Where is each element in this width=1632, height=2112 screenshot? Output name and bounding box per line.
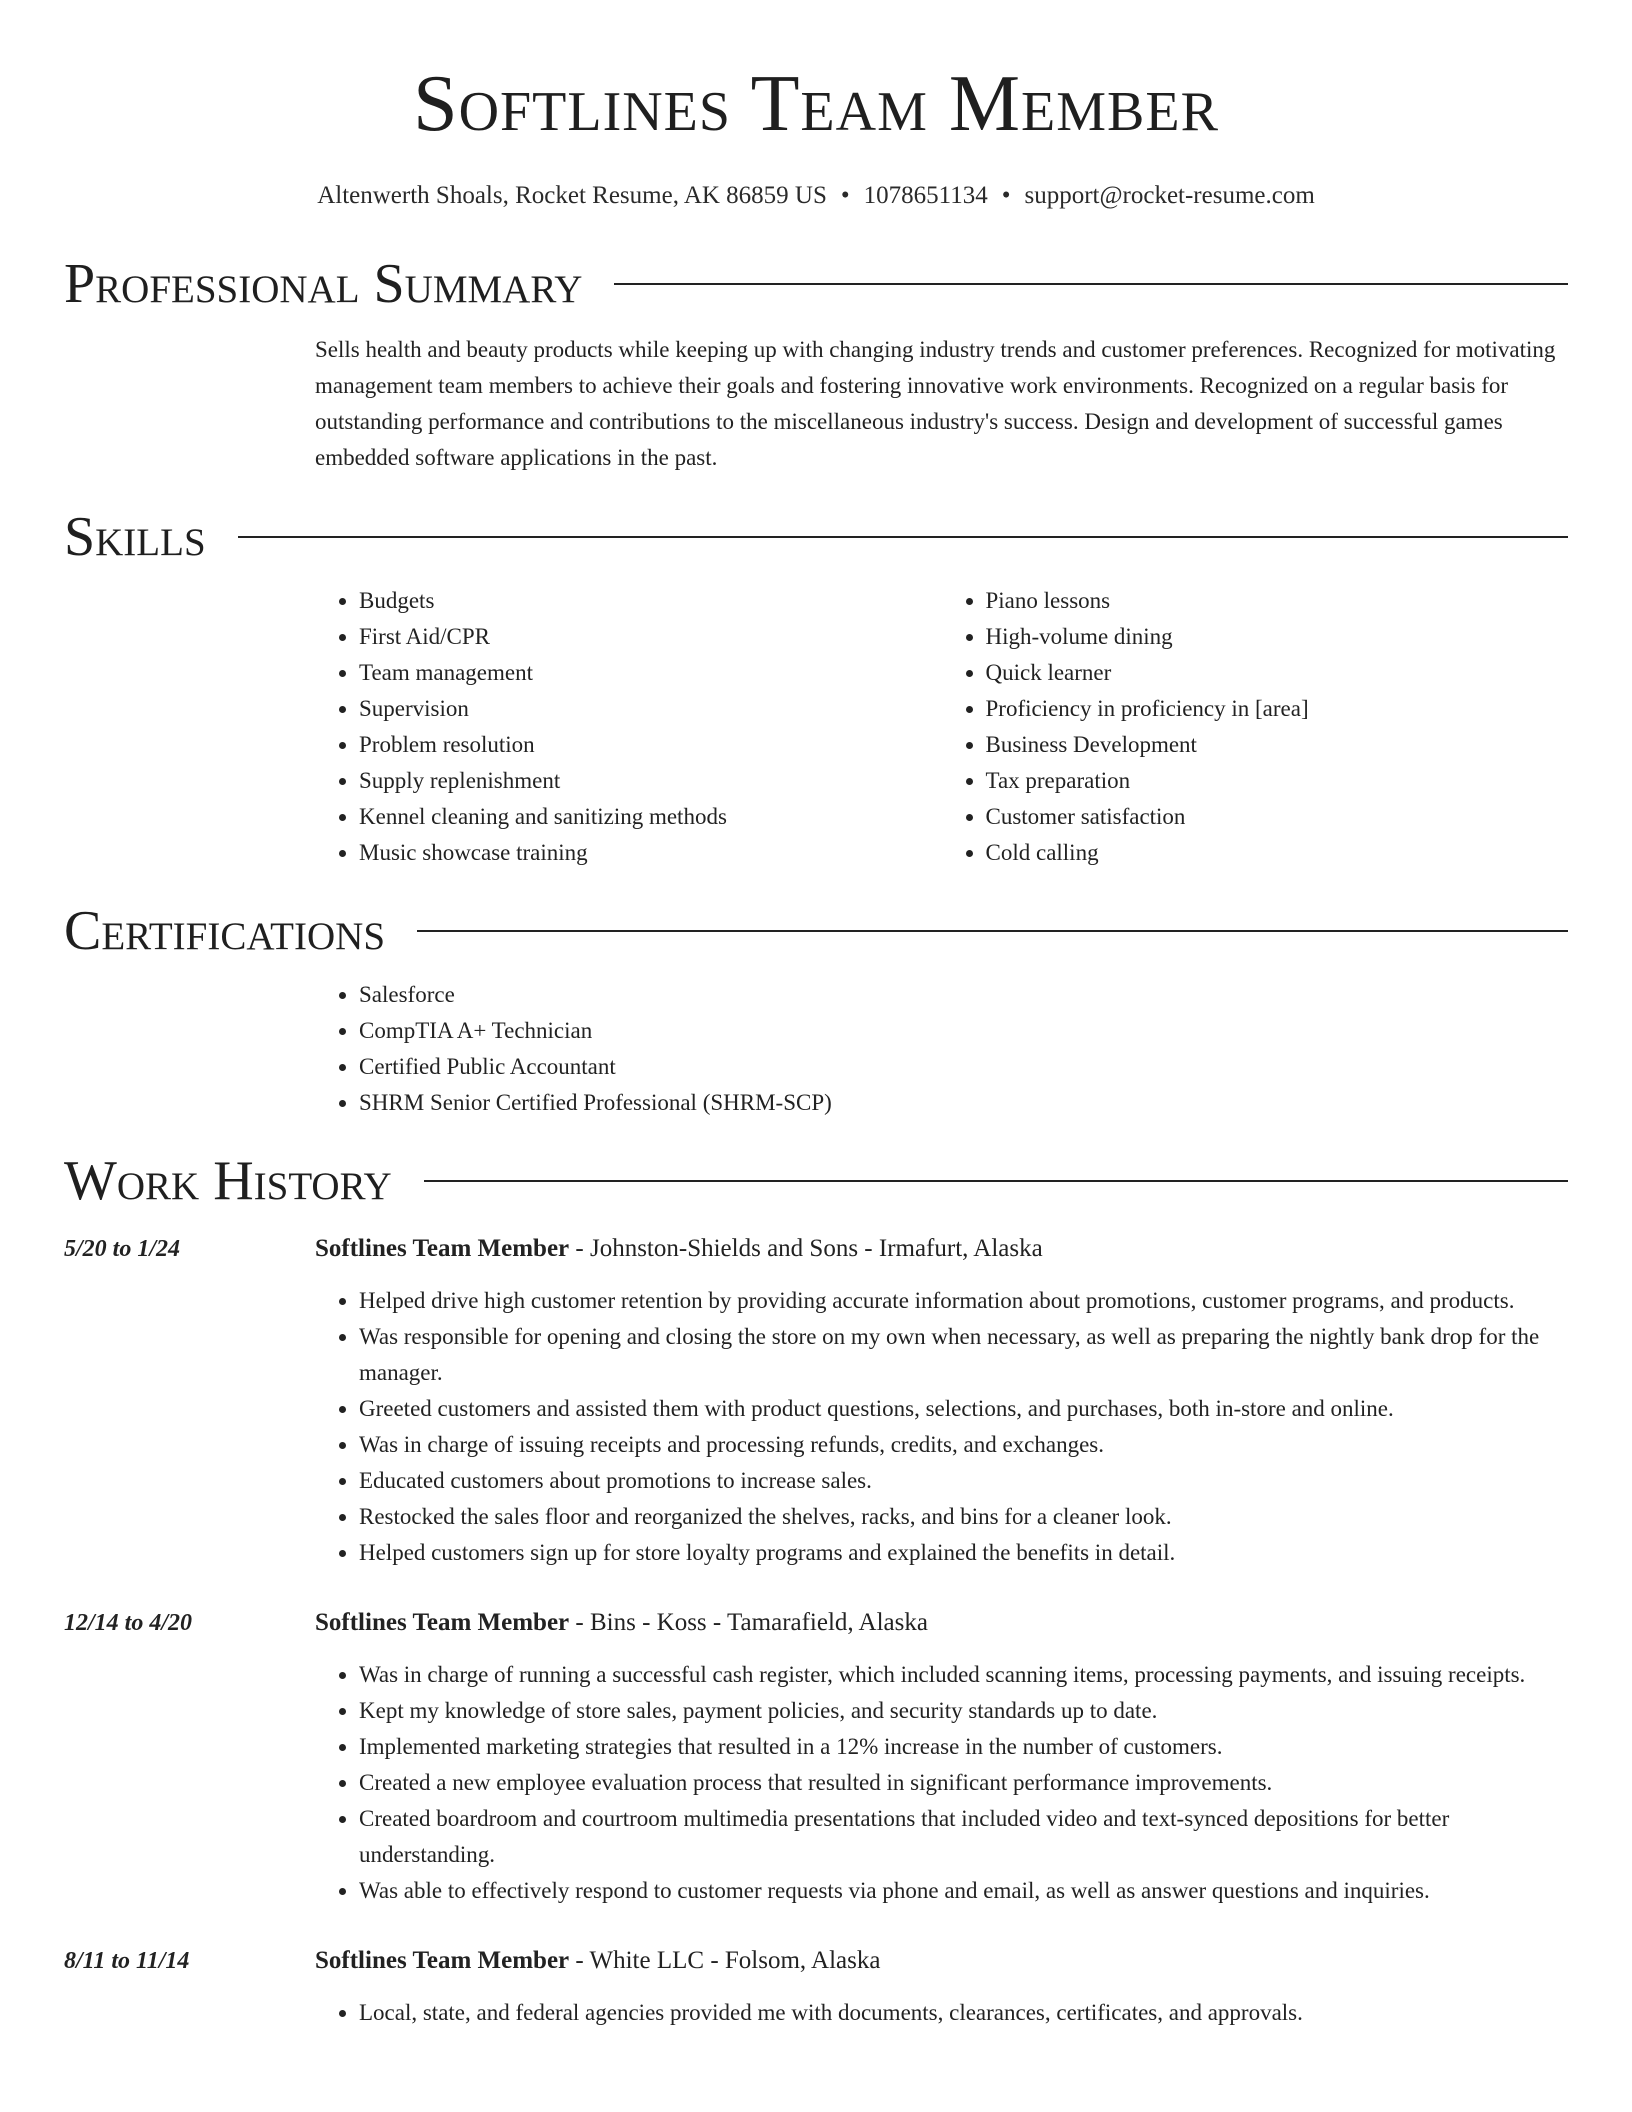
- summary-section-header: [64, 253, 1568, 315]
- list-item: • Greeted customers and assisted them with product questions, selections, and purchases, both in-store and online.: [359, 1391, 1568, 1427]
- job-employer: - White LLC - Folsom, Alaska: [569, 1947, 881, 1974]
- list-item: • First Aid/CPR: [359, 619, 942, 655]
- list-item: • Cold calling: [986, 835, 1569, 871]
- job-entry: [64, 1943, 1568, 2031]
- list-item: • Kennel cleaning and sanitizing methods: [359, 799, 942, 835]
- list-item: • Piano lessons: [986, 583, 1569, 619]
- list-item: • Supervision: [359, 691, 942, 727]
- job-title: Softlines Team Member: [315, 1235, 570, 1262]
- summary-text: Sells health and beauty products while keeping up with changing industry trends and customer preferences. Recognized for motivating management team members to achieve their goals and fostering innovative work environments. Recognized on a regular basis for outstanding performance and contributions to the miscellaneous industry's success. Design and development of successful games embedded software applications in the past.: [315, 337, 1556, 470]
- job-employer: - Johnston-Shields and Sons - Irmafurt, Alaska: [569, 1235, 1043, 1262]
- job-heading: [315, 1605, 1568, 1641]
- job-heading: [315, 1943, 1568, 1979]
- list-item: • Budgets: [359, 583, 942, 619]
- job-bullets: [315, 1283, 1568, 1571]
- skills-left-column: [315, 583, 942, 871]
- list-item: • High-volume dining: [986, 619, 1569, 655]
- job-employer: - Bins - Koss - Tamarafield, Alaska: [569, 1609, 928, 1636]
- job-heading: [315, 1231, 1568, 1267]
- list-item: • Was responsible for opening and closing the store on my own when necessary, as well as preparing the nightly bank drop for the manager.: [359, 1319, 1568, 1391]
- skills-right-column: [942, 583, 1569, 871]
- job-title: Softlines Team Member: [315, 1947, 570, 1974]
- section-divider: [424, 1180, 1568, 1182]
- list-item: • SHRM Senior Certified Professional (SHRM-SCP): [359, 1085, 1568, 1121]
- separator: •: [1001, 182, 1011, 209]
- section-title-work-history: Work History: [64, 1150, 392, 1212]
- certifications-list: [315, 977, 1568, 1121]
- section-title-certifications: Certifications: [64, 900, 386, 962]
- list-item: • Tax preparation: [986, 763, 1569, 799]
- section-title-skills: Skills: [64, 506, 206, 568]
- list-item: • Problem resolution: [359, 727, 942, 763]
- list-item: • Local, state, and federal agencies provided me with documents, clearances, certificates, and approvals.: [359, 1995, 1568, 2031]
- job-bullets: [315, 1657, 1568, 1909]
- list-item: • CompTIA A+ Technician: [359, 1013, 1568, 1049]
- job-details: [315, 1605, 1568, 1909]
- separator: •: [840, 182, 850, 209]
- list-item: • Salesforce: [359, 977, 1568, 1013]
- list-item: • Team management: [359, 655, 942, 691]
- list-item: • Helped customers sign up for store loyalty programs and explained the benefits in detail.: [359, 1535, 1568, 1571]
- section-divider: [417, 930, 1568, 932]
- job-details: [315, 1231, 1568, 1571]
- email[interactable]: support@rocket-resume.com: [1024, 182, 1315, 209]
- section-divider: [238, 536, 1568, 538]
- certifications-section-header: [64, 900, 1568, 962]
- phone: 1078651134: [863, 182, 988, 209]
- list-item: • Business Development: [986, 727, 1569, 763]
- list-item: • Was able to effectively respond to customer requests via phone and email, as well as answer questions and inquiries.: [359, 1873, 1568, 1909]
- job-title: Softlines Team Member: [315, 1609, 570, 1636]
- address: Altenwerth Shoals, Rocket Resume, AK 86859 US: [317, 182, 827, 209]
- list-item: • Customer satisfaction: [986, 799, 1569, 835]
- job-entry: [64, 1605, 1568, 1909]
- job-bullets: [315, 1995, 1568, 2031]
- section-title-summary: Professional Summary: [64, 253, 583, 315]
- list-item: • Implemented marketing strategies that resulted in a 12% increase in the number of customers.: [359, 1729, 1568, 1765]
- list-item: • Music showcase training: [359, 835, 942, 871]
- job-dates: 12/14 to 4/20: [64, 1610, 193, 1636]
- section-divider: [614, 283, 1568, 285]
- list-item: • Created boardroom and courtroom multimedia presentations that included video and text-synced depositions for better understanding.: [359, 1801, 1568, 1873]
- skills-list: [315, 583, 1568, 871]
- skills-section-header: [64, 506, 1568, 568]
- list-item: • Proficiency in proficiency in [area]: [986, 691, 1569, 727]
- list-item: • Quick learner: [986, 655, 1569, 691]
- job-dates: 5/20 to 1/24: [64, 1236, 181, 1262]
- job-entry: [64, 1231, 1568, 1571]
- list-item: • Was in charge of running a successful cash register, which included scanning items, processing payments, and issuing receipts.: [359, 1657, 1568, 1693]
- work-section-header: [64, 1150, 1568, 1212]
- list-item: • Kept my knowledge of store sales, payment policies, and security standards up to date.: [359, 1693, 1568, 1729]
- list-item: • Created a new employee evaluation process that resulted in significant performance improvements.: [359, 1765, 1568, 1801]
- list-item: • Was in charge of issuing receipts and processing refunds, credits, and exchanges.: [359, 1427, 1568, 1463]
- job-dates: 8/11 to 11/14: [64, 1948, 190, 1974]
- list-item: • Certified Public Accountant: [359, 1049, 1568, 1085]
- job-details: [315, 1943, 1568, 2031]
- list-item: • Restocked the sales floor and reorganized the shelves, racks, and bins for a cleaner look.: [359, 1499, 1568, 1535]
- list-item: • Helped drive high customer retention by providing accurate information about promotions, customer programs, and products.: [359, 1283, 1568, 1319]
- list-item: • Educated customers about promotions to increase sales.: [359, 1463, 1568, 1499]
- contact-line: [64, 182, 1568, 210]
- candidate-name: Softlines Team Member: [413, 60, 1219, 148]
- list-item: • Supply replenishment: [359, 763, 942, 799]
